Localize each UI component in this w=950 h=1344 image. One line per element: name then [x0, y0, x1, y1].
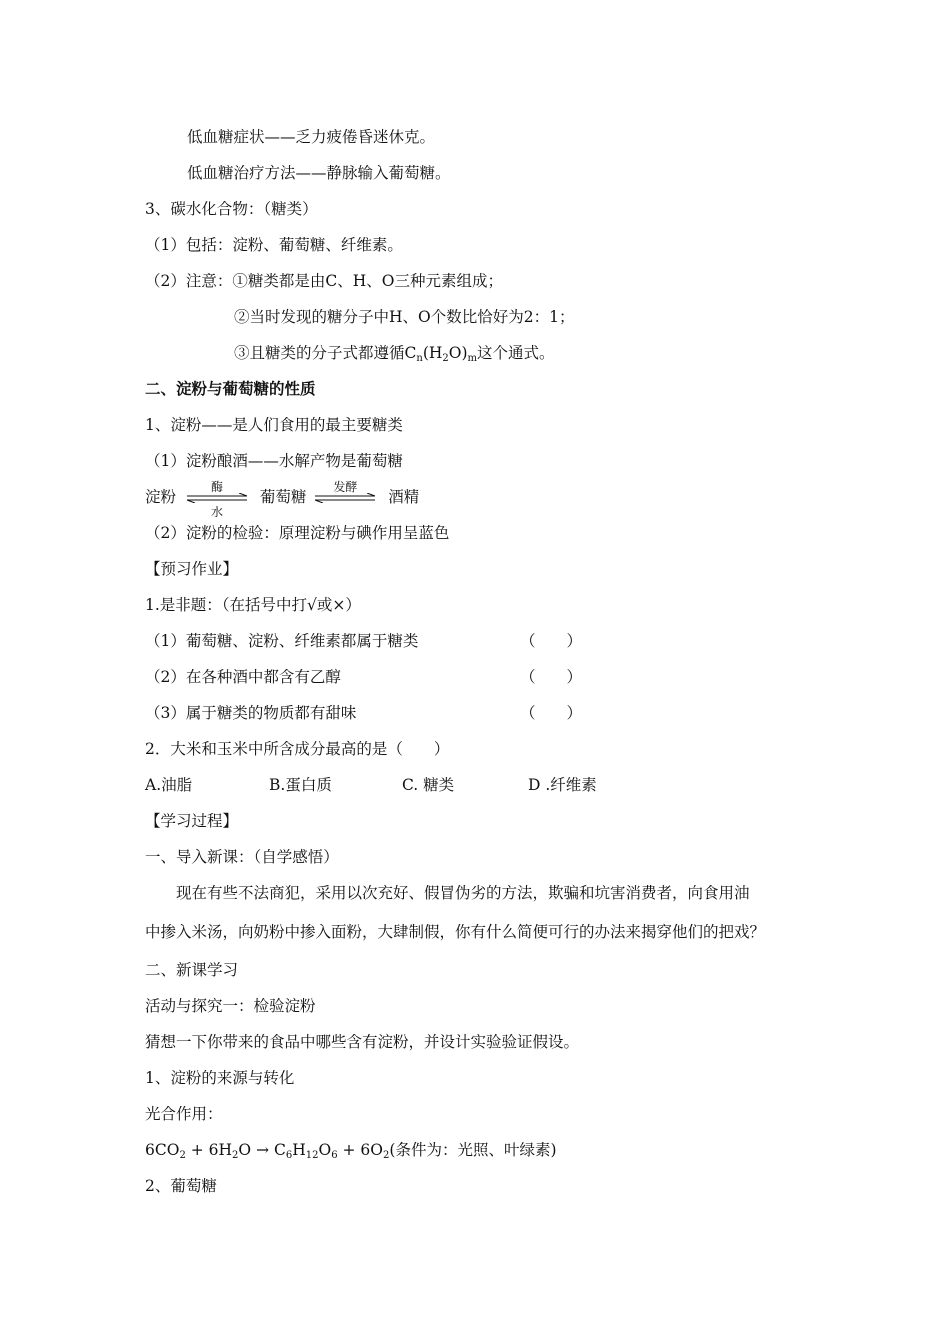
activity-heading: 活动与探究一：检验淀粉 [145, 997, 316, 1015]
note-3: ③且糖类的分子式都遵循$C_n(H_2O)_m$这个通式。 [234, 344, 555, 364]
answer-bracket[interactable]: （ ） [520, 668, 583, 686]
starch-test: （2）淀粉的检验：原理淀粉与碘作用呈蓝色 [145, 524, 450, 542]
hypoglycemia-treatment: 低血糖治疗方法——静脉输入葡萄糖。 [187, 164, 451, 182]
new-lesson-heading: 二、新课学习 [145, 961, 239, 979]
hypothesis-text: 猜想一下你带来的食品中哪些含有淀粉，并设计实验验证假设。 [145, 1033, 580, 1051]
judge-item: （3）属于糖类的物质都有甜味 [145, 704, 357, 722]
reactant-starch: 淀粉 [145, 488, 177, 506]
starch-brewing: （1）淀粉酿酒——水解产物是葡萄糖 [145, 452, 403, 470]
answer-bracket[interactable]: （ ） [520, 704, 583, 722]
choice-a[interactable]: A.油脂 [145, 776, 193, 794]
reversible-arrow-enzyme [185, 480, 249, 519]
section-heading-properties: 二、淀粉与葡萄糖的性质 [145, 380, 316, 398]
starch-source-heading: 1、淀粉的来源与转化 [145, 1069, 295, 1087]
glucose-heading: 2、葡萄糖 [145, 1177, 217, 1195]
answer-bracket[interactable]: （ ） [520, 632, 583, 650]
product-glucose: 葡萄糖 [259, 488, 307, 506]
starch-intro: 1、淀粉——是人们食用的最主要糖类 [145, 416, 403, 434]
carbohydrates-include: （1）包括：淀粉、葡萄糖、纤维素。 [145, 236, 403, 254]
choice-b[interactable]: B.蛋白质 [269, 776, 332, 794]
reaction-arrow-icon: → [256, 1141, 270, 1159]
section-carbohydrates: 3、碳水化合物：（糖类） [145, 200, 318, 218]
photosynthesis-equation: $6CO_2 + 6H_2O \to C_6H_{12}O_6 + 6O_2$(条件为：光照、叶绿素) [145, 1141, 557, 1161]
intro-paragraph-line-1: 现在有些不法商犯，采用以次充好、假冒伪劣的方法，欺骗和坑害消费者，向食用油 [176, 884, 750, 902]
intro-heading: 一、导入新课：（自学感悟） [145, 848, 339, 866]
judge-item: （1）葡萄糖、淀粉、纤维素都属于糖类 [145, 632, 419, 650]
note-2: ②当时发现的糖分子中H、O个数比恰好为2：1； [234, 308, 575, 326]
starch-reaction-equation [145, 480, 420, 519]
water-label: 水 [210, 505, 223, 519]
choice-d[interactable]: D .纤维素 [528, 776, 597, 794]
ferment-label: 发酵 [333, 480, 358, 494]
note-1: （2）注意：①糖类都是由C、H、O三种元素组成； [145, 272, 503, 290]
judge-item: （2）在各种酒中都含有乙醇 [145, 668, 341, 686]
product-alcohol: 酒精 [388, 488, 420, 506]
preview-homework-heading: 【预习作业】 [145, 560, 239, 578]
photosynthesis-label: 光合作用： [145, 1105, 223, 1123]
choice-c[interactable]: C. 糖类 [402, 776, 455, 794]
intro-paragraph-line-2: 中掺入米汤，向奶粉中掺入面粉，大肆制假，你有什么简便可行的办法来揭穿他们的把戏？ [145, 923, 766, 941]
reversible-arrow-ferment [313, 480, 377, 508]
true-false-question: 1.是非题：（在括号中打√或×） [145, 596, 361, 614]
enzyme-label: 酶 [210, 480, 223, 494]
question-2: 2．大米和玉米中所含成分最高的是（ ） [145, 740, 450, 758]
learning-process-heading: 【学习过程】 [145, 812, 239, 830]
hypoglycemia-symptoms: 低血糖症状——乏力疲倦昏迷休克。 [187, 128, 436, 146]
